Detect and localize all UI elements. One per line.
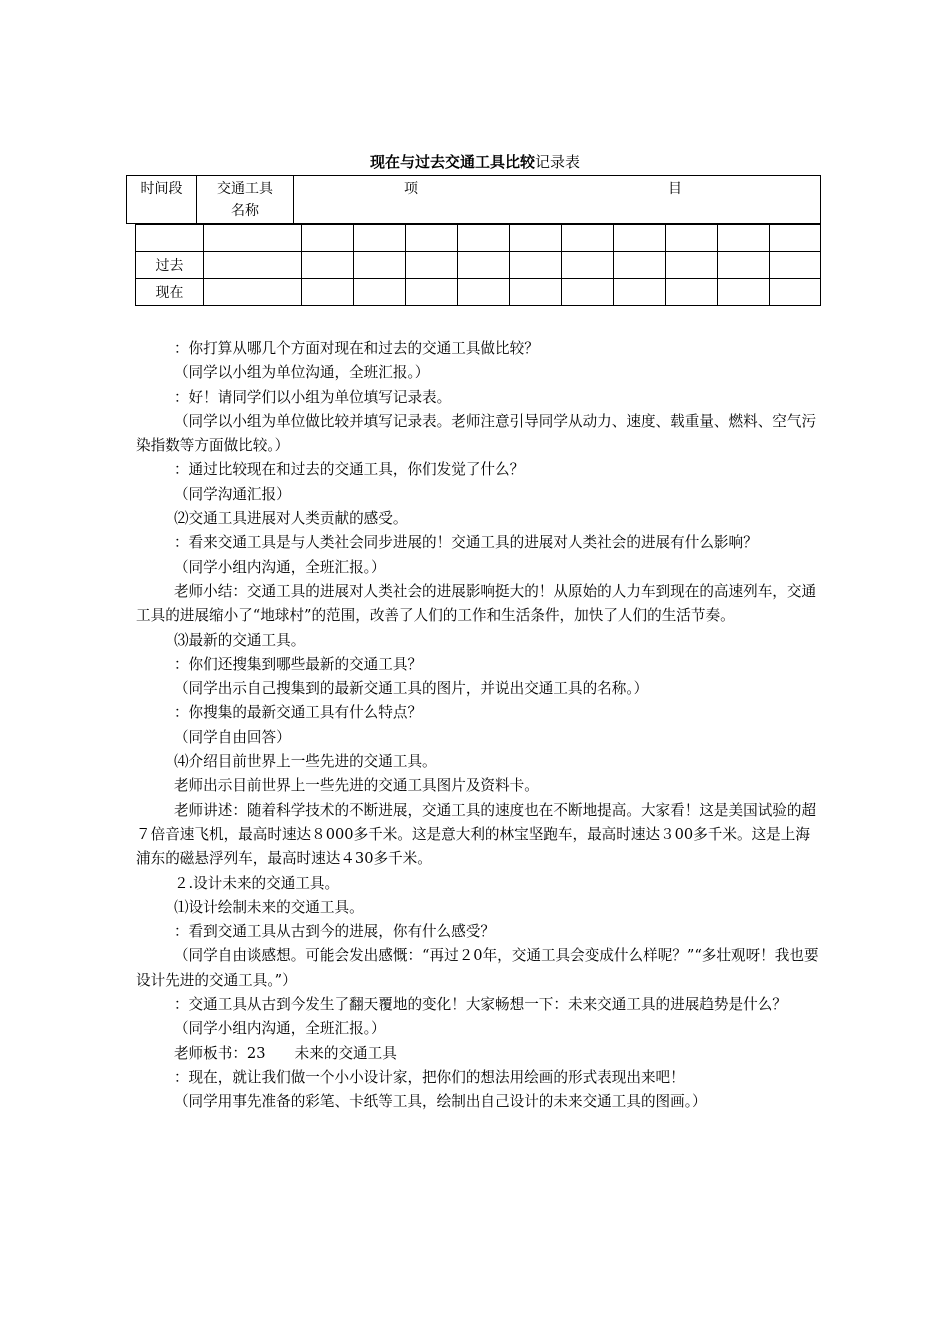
table-cell bbox=[510, 252, 562, 279]
paragraph: （同学以小组为单位做比较并填写记录表。老师注意引导同学从动力、速度、载重量、燃料、空气污染指数等方面做比较。） bbox=[136, 412, 817, 455]
title-normal-part: 记录表 bbox=[535, 153, 581, 171]
record-table-grid bbox=[135, 224, 821, 306]
record-table-header bbox=[126, 175, 821, 224]
table-row bbox=[136, 225, 821, 252]
row-label-cell: 现在 bbox=[136, 279, 204, 306]
table-cell bbox=[666, 279, 718, 306]
table-cell bbox=[562, 252, 614, 279]
table-cell bbox=[302, 252, 354, 279]
paragraph: ：通过比较现在和过去的交通工具，你们发觉了什么？ bbox=[173, 461, 525, 479]
table-cell bbox=[204, 225, 302, 252]
row-label-cell bbox=[136, 225, 204, 252]
paragraph: ⑵交通工具进展对人类贡献的感受。 bbox=[173, 510, 408, 528]
table-cell bbox=[510, 279, 562, 306]
table-cell bbox=[770, 252, 821, 279]
paragraph: ：看来交通工具是与人类社会同步进展的！交通工具的进展对人类社会的进展有什么影响？ bbox=[173, 534, 758, 552]
table-cell bbox=[718, 225, 770, 252]
table-cell bbox=[770, 225, 821, 252]
lesson-body bbox=[136, 337, 820, 1115]
table-cell bbox=[458, 225, 510, 252]
table-cell bbox=[770, 279, 821, 306]
paragraph: ：现在，就让我们做一个小小设计家，把你们的想法用绘画的形式表现出来吧！ bbox=[173, 1068, 685, 1086]
table-cell bbox=[354, 279, 406, 306]
table-cell bbox=[614, 225, 666, 252]
table-cell bbox=[666, 252, 718, 279]
table-row bbox=[136, 279, 821, 306]
paragraph: ⑶最新的交通工具。 bbox=[173, 631, 306, 649]
table-cell bbox=[406, 225, 458, 252]
paragraph: ：你搜集的最新交通工具有什么特点？ bbox=[173, 704, 423, 722]
paragraph: ：看到交通工具从古到今的进展，你有什么感受？ bbox=[173, 923, 496, 941]
row-label-cell: 过去 bbox=[136, 252, 204, 279]
table-cell bbox=[614, 279, 666, 306]
paragraph: 老师小结：交通工具的进展对人类社会的进展影响挺大的！从原始的人力车到现在的高速列车，交通工具的进展缩小了“地球村”的范围，改善了人们的工作和生活条件，加快了人们的生活节奏。 bbox=[136, 582, 817, 625]
table-cell bbox=[718, 252, 770, 279]
header-items-char-a: 项 bbox=[404, 181, 418, 197]
paragraph: （同学出示自己搜集到的最新交通工具的图片，并说出交通工具的名称。） bbox=[173, 680, 649, 698]
table-row bbox=[136, 252, 821, 279]
paragraph: ：你们还搜集到哪些最新的交通工具？ bbox=[173, 655, 423, 673]
paragraph: （同学用事先准备的彩笔、卡纸等工具，绘制出自己设计的未来交通工具的图画。） bbox=[173, 1093, 707, 1111]
table-cell bbox=[510, 225, 562, 252]
paragraph: ：交通工具从古到今发生了翻天覆地的变化！大家畅想一下：未来交通工具的进展趋势是什么？ bbox=[173, 996, 787, 1014]
paragraph: ⑷介绍目前世界上一些先进的交通工具。 bbox=[173, 753, 437, 771]
table-cell bbox=[204, 252, 302, 279]
paragraph: （同学自由回答） bbox=[173, 728, 291, 746]
header-cell-period: 时间段 bbox=[127, 176, 197, 224]
paragraph: ：好！请同学们以小组为单位填写记录表。 bbox=[173, 388, 452, 406]
paragraph: ⑴设计绘制未来的交通工具。 bbox=[173, 898, 364, 916]
header-cell-items bbox=[294, 176, 821, 224]
table-cell bbox=[354, 225, 406, 252]
table-cell bbox=[354, 252, 406, 279]
header-cell-tool-name: 交通工具 名称 bbox=[197, 176, 294, 224]
table-cell bbox=[458, 252, 510, 279]
paragraph: （同学以小组为单位沟通，全班汇报。） bbox=[173, 364, 430, 382]
table-cell bbox=[204, 279, 302, 306]
table-cell bbox=[666, 225, 718, 252]
table-cell bbox=[614, 252, 666, 279]
table-cell bbox=[302, 279, 354, 306]
table-cell bbox=[562, 279, 614, 306]
header-items-char-b: 目 bbox=[668, 181, 682, 197]
table-cell bbox=[718, 279, 770, 306]
paragraph: （同学自由谈感想。可能会发出感慨：“再过２0年，交通工具会变成什么样呢？”“多壮观呀！我也要设计先进的交通工具。”） bbox=[136, 947, 819, 989]
paragraph: 老师讲述：随着科学技术的不断进展，交通工具的速度也在不断地提高。大家看！这是美国试验的超７倍音速飞机，最高时速达８000多千米。这是意大利的林宝坚跑车，最高时速达３00多千米。这是上海浦东的磁悬浮列车，最高时速达４30多千米。 bbox=[136, 801, 817, 868]
paragraph: 老师出示目前世界上一些先进的交通工具图片及资料卡。 bbox=[173, 777, 539, 795]
table-cell bbox=[406, 252, 458, 279]
title-bold-part: 现在与过去交通工具比较 bbox=[369, 153, 535, 171]
paragraph: ：你打算从哪几个方面对现在和过去的交通工具做比较？ bbox=[173, 340, 539, 357]
paragraph: ２.设计未来的交通工具。 bbox=[173, 874, 340, 892]
paragraph: （同学小组内沟通，全班汇报。） bbox=[173, 558, 386, 576]
document-title bbox=[0, 153, 950, 171]
paragraph: （同学沟通汇报） bbox=[173, 485, 291, 503]
table-cell bbox=[406, 279, 458, 306]
table-cell bbox=[302, 225, 354, 252]
paragraph: 老师板书：23 未来的交通工具 bbox=[173, 1044, 397, 1062]
table-cell bbox=[458, 279, 510, 306]
table-cell bbox=[562, 225, 614, 252]
paragraph: （同学小组内沟通，全班汇报。） bbox=[173, 1020, 386, 1038]
